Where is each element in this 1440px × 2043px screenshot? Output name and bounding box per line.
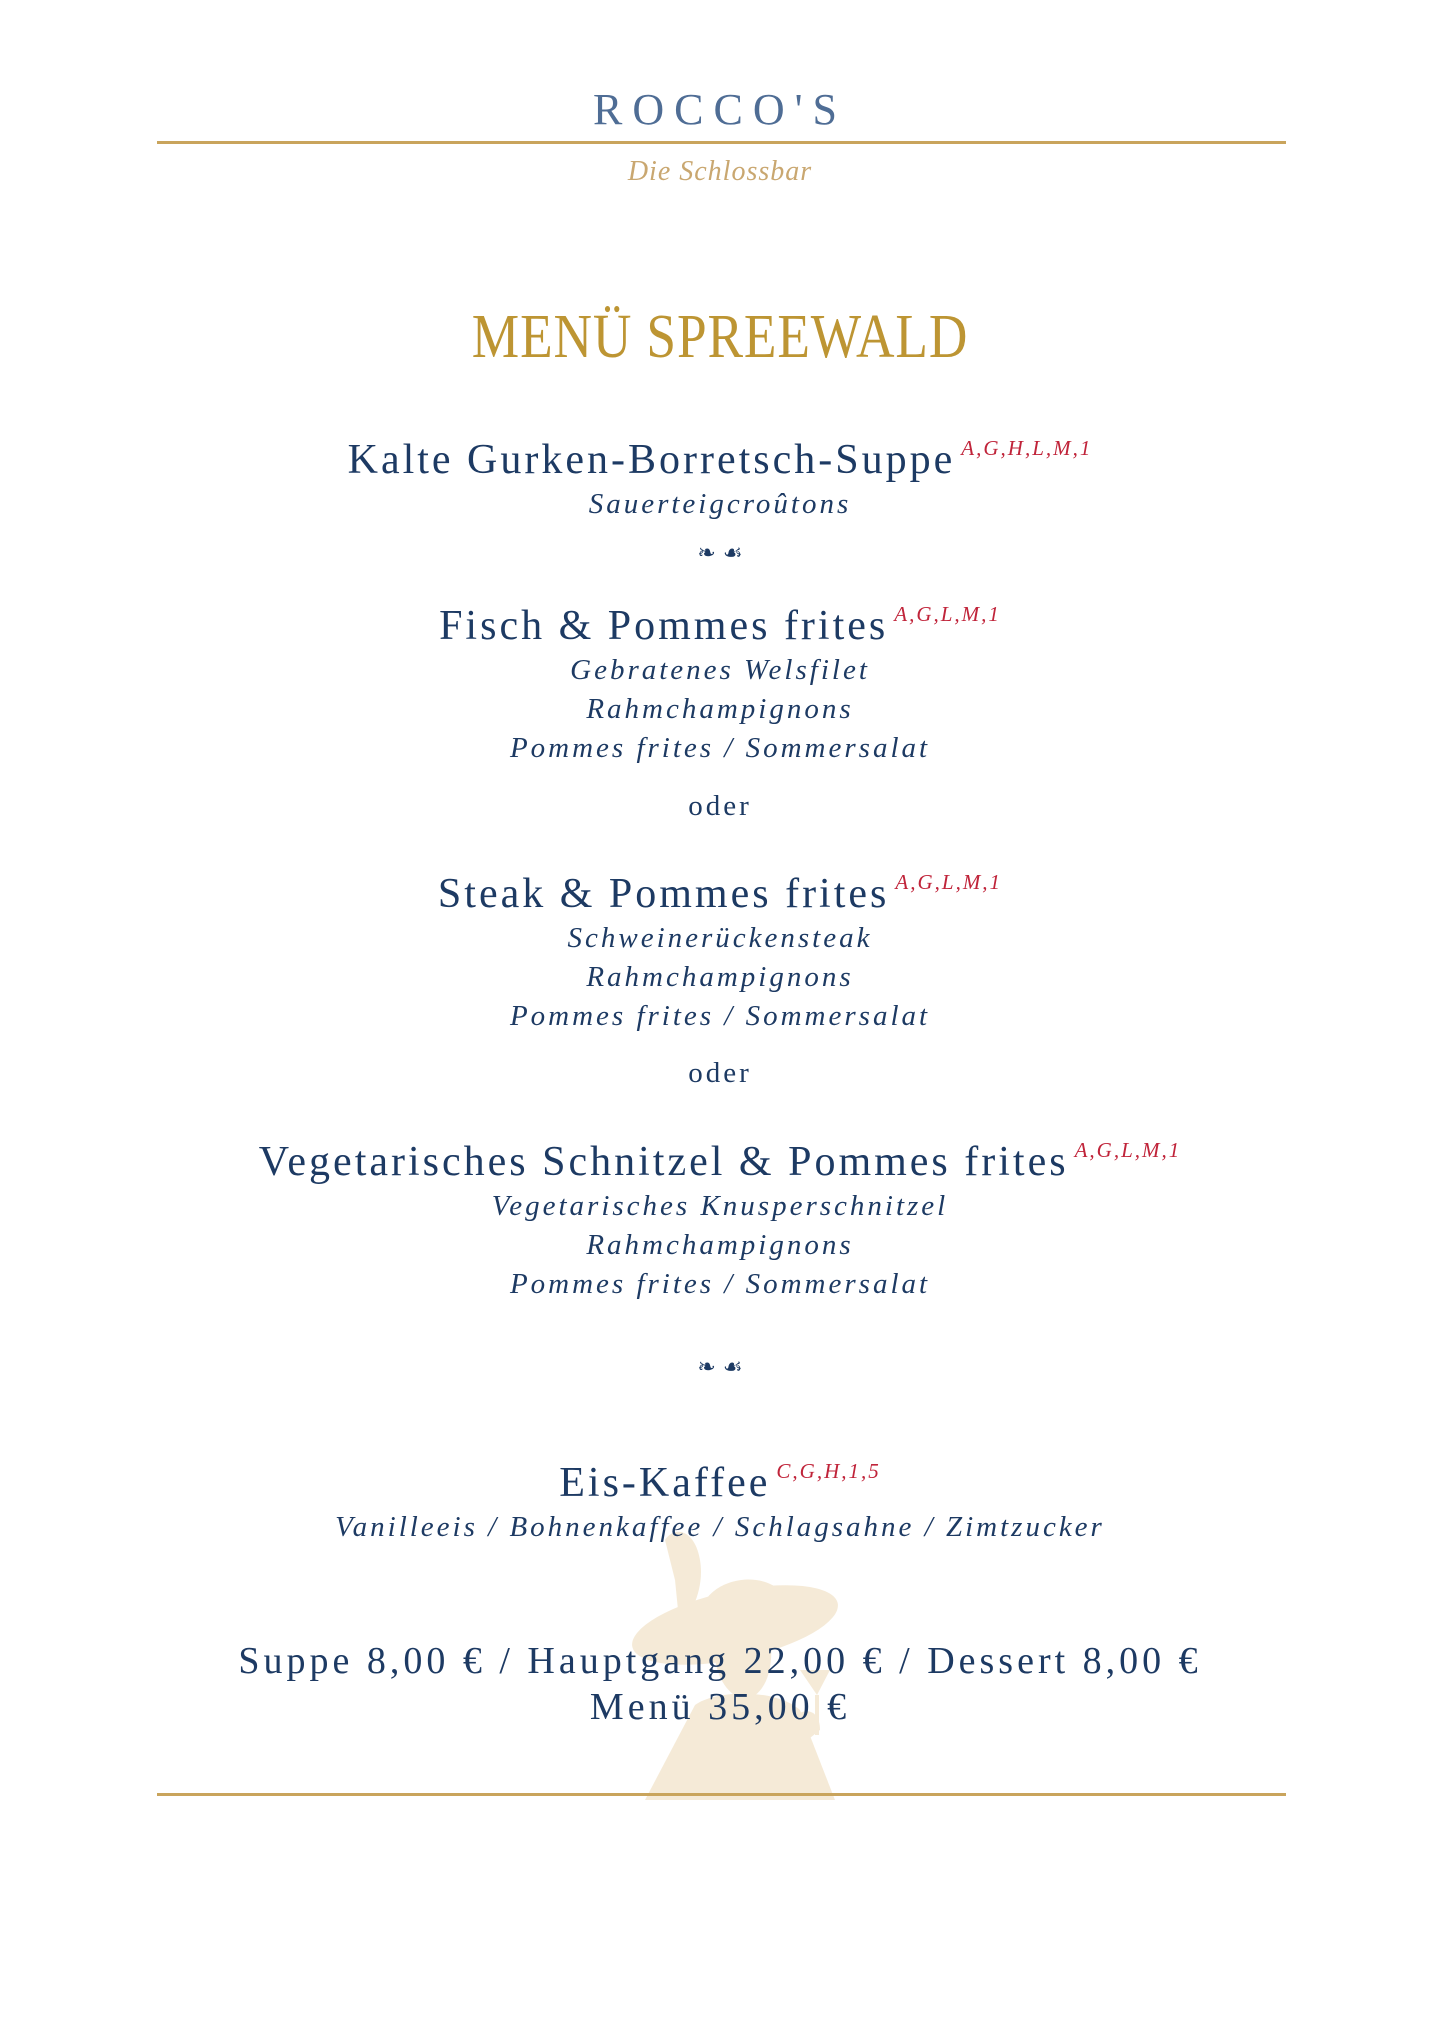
dessert-course xyxy=(0,1446,1440,1547)
dish-name-soup xyxy=(0,423,1440,485)
steak-description-line: Rahmchampignons xyxy=(586,961,854,993)
soup-name: Kalte Gurken-Borretsch-Suppe xyxy=(347,437,956,483)
vegetarian-description-line: Vegetarisches Knusperschnitzel xyxy=(491,1190,949,1222)
price-summary xyxy=(0,1638,1440,1730)
dessert-name: Eis-Kaffee xyxy=(559,1460,771,1506)
fish-description-line: Rahmchampignons xyxy=(586,693,854,725)
main-course-fish xyxy=(0,589,1440,768)
dessert-description: Vanilleeis / Bohnenkaffee / Schlagsahne / Zimtzucker xyxy=(335,1511,1105,1543)
fish-allergens: A,G,L,M,1 xyxy=(894,602,1001,626)
price-line-menu: Menü 35,00 € xyxy=(589,1686,851,1728)
ornament-divider-icon: ❧ ☙ xyxy=(697,1355,743,1380)
soup-description: Sauerteigcroûtons xyxy=(588,488,852,520)
soup-allergens: A,G,H,L,M,1 xyxy=(961,436,1093,460)
steak-name: Steak & Pommes frites xyxy=(437,871,890,917)
bottom-divider xyxy=(157,1793,1286,1796)
vegetarian-description-line: Pommes frites / Sommersalat xyxy=(509,1268,931,1300)
ornament-divider-icon: ❧ ☙ xyxy=(697,541,743,566)
vegetarian-description-line: Rahmchampignons xyxy=(586,1229,854,1261)
separator-oder: oder xyxy=(688,790,752,822)
separator-oder: oder xyxy=(688,1057,752,1089)
steak-description-line: Schweinerückensteak xyxy=(567,922,873,954)
dish-name-steak xyxy=(0,857,1440,919)
fish-description-line: Gebratenes Welsfilet xyxy=(570,654,870,686)
dish-name-dessert xyxy=(0,1446,1440,1508)
brand-subtitle: Die Schlossbar xyxy=(627,156,813,187)
soup-course xyxy=(0,423,1440,524)
brand-logo: ROCCO'S xyxy=(593,85,847,134)
steak-allergens: A,G,L,M,1 xyxy=(895,870,1003,894)
main-course-steak xyxy=(0,857,1440,1036)
fish-description-line: Pommes frites / Sommersalat xyxy=(509,732,931,764)
main-course-vegetarian xyxy=(0,1125,1440,1304)
price-line-courses: Suppe 8,00 € / Hauptgang 22,00 € / Dessert 8,00 € xyxy=(238,1640,1202,1682)
menu-title: MENÜ SPREEWALD xyxy=(471,303,969,371)
dish-name-vegetarian xyxy=(0,1125,1440,1187)
steak-description-line: Pommes frites / Sommersalat xyxy=(509,1000,931,1032)
dish-name-fish xyxy=(0,589,1440,651)
vegetarian-name: Vegetarisches Schnitzel & Pommes frites xyxy=(258,1139,1069,1185)
top-divider xyxy=(157,141,1286,144)
vegetarian-allergens: A,G,L,M,1 xyxy=(1074,1138,1182,1162)
dessert-allergens: C,G,H,1,5 xyxy=(776,1459,881,1483)
fish-name: Fisch & Pommes frites xyxy=(439,603,889,649)
